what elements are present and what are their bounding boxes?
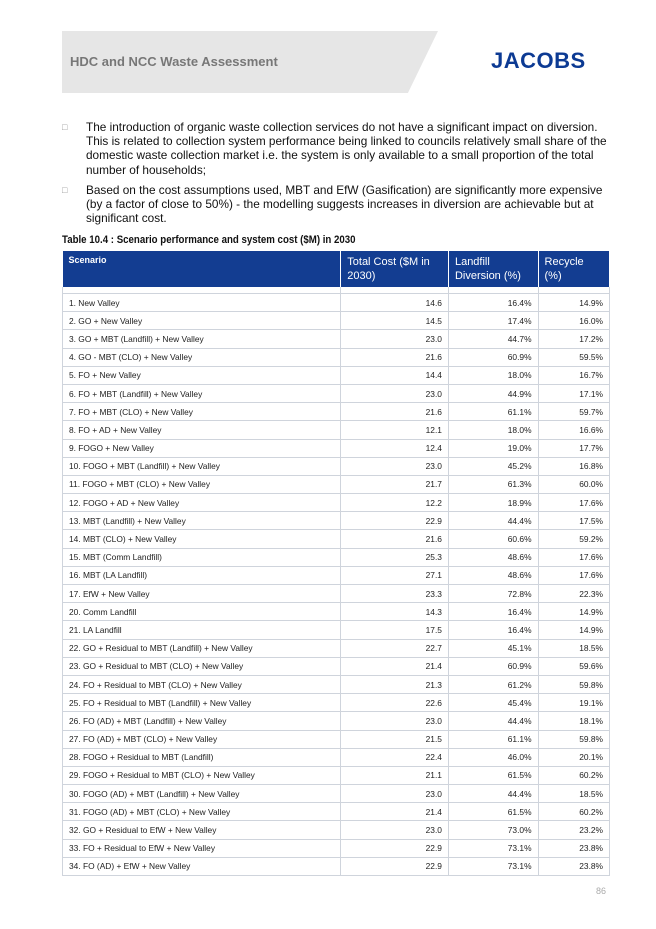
recycle-cell: 14.9%	[538, 621, 609, 639]
document-title: HDC and NCC Waste Assessment	[70, 54, 278, 69]
recycle-cell: 59.2%	[538, 530, 609, 548]
scenario-cell: 30. FOGO (AD) + MBT (Landfill) + New Valley	[63, 785, 341, 803]
scenario-cell: 6. FO + MBT (Landfill) + New Valley	[63, 384, 341, 402]
landfill-diversion-cell: 60.9%	[448, 657, 538, 675]
scenario-cell: 27. FO (AD) + MBT (CLO) + New Valley	[63, 730, 341, 748]
recycle-cell: 59.6%	[538, 657, 609, 675]
scenario-cell: 25. FO + Residual to MBT (Landfill) + New Valley	[63, 694, 341, 712]
total-cost-cell: 23.0	[341, 821, 449, 839]
scenario-cell: 14. MBT (CLO) + New Valley	[63, 530, 341, 548]
recycle-cell: 23.8%	[538, 839, 609, 857]
landfill-diversion-cell: 60.9%	[448, 348, 538, 366]
landfill-diversion-cell: 45.1%	[448, 639, 538, 657]
scenario-cell: 11. FOGO + MBT (CLO) + New Valley	[63, 475, 341, 493]
column-header-total-cost: Total Cost ($M in 2030)	[341, 251, 449, 287]
scenario-cell: 21. LA Landfill	[63, 621, 341, 639]
recycle-cell: 18.5%	[538, 639, 609, 657]
total-cost-cell: 23.3	[341, 585, 449, 603]
scenario-cell: 2. GO + New Valley	[63, 312, 341, 330]
landfill-diversion-cell: 18.0%	[448, 366, 538, 384]
recycle-cell: 16.7%	[538, 366, 609, 384]
scenario-table	[62, 251, 610, 876]
recycle-cell: 17.6%	[538, 548, 609, 566]
recycle-cell: 16.0%	[538, 312, 609, 330]
scenario-cell: 3. GO + MBT (Landfill) + New Valley	[63, 330, 341, 348]
bullet-list	[62, 120, 610, 231]
scenario-cell: 20. Comm Landfill	[63, 603, 341, 621]
table-row	[63, 421, 610, 439]
landfill-diversion-cell: 73.1%	[448, 857, 538, 875]
total-cost-cell: 14.6	[341, 294, 449, 312]
table-row	[63, 639, 610, 657]
scenario-cell: 29. FOGO + Residual to MBT (CLO) + New Valley	[63, 766, 341, 784]
scenario-cell: 22. GO + Residual to MBT (Landfill) + New Valley	[63, 639, 341, 657]
table-row	[63, 475, 610, 493]
landfill-diversion-cell: 16.4%	[448, 294, 538, 312]
total-cost-cell: 23.0	[341, 330, 449, 348]
total-cost-cell: 22.9	[341, 839, 449, 857]
landfill-diversion-cell: 61.3%	[448, 475, 538, 493]
scenario-cell: 24. FO + Residual to MBT (CLO) + New Valley	[63, 675, 341, 693]
table-row	[63, 403, 610, 421]
scenario-cell: 17. EfW + New Valley	[63, 585, 341, 603]
table-row	[63, 694, 610, 712]
scenario-cell: 4. GO - MBT (CLO) + New Valley	[63, 348, 341, 366]
total-cost-cell: 21.7	[341, 475, 449, 493]
table-row	[63, 839, 610, 857]
table-row	[63, 494, 610, 512]
recycle-cell: 14.9%	[538, 294, 609, 312]
scenario-cell: 9. FOGO + New Valley	[63, 439, 341, 457]
table-row	[63, 512, 610, 530]
scenario-cell: 15. MBT (Comm Landfill)	[63, 548, 341, 566]
landfill-diversion-cell: 61.1%	[448, 730, 538, 748]
recycle-cell: 17.6%	[538, 566, 609, 584]
table-header-row	[63, 251, 610, 287]
landfill-diversion-cell: 44.4%	[448, 712, 538, 730]
recycle-cell: 14.9%	[538, 603, 609, 621]
table-row	[63, 748, 610, 766]
landfill-diversion-cell: 17.4%	[448, 312, 538, 330]
recycle-cell: 17.2%	[538, 330, 609, 348]
landfill-diversion-cell: 61.2%	[448, 675, 538, 693]
recycle-cell: 18.5%	[538, 785, 609, 803]
recycle-cell: 18.1%	[538, 712, 609, 730]
table-row	[63, 803, 610, 821]
column-header-scenario: Scenario	[63, 251, 341, 287]
table-row	[63, 730, 610, 748]
table-row	[63, 548, 610, 566]
total-cost-cell: 22.6	[341, 694, 449, 712]
landfill-diversion-cell: 18.9%	[448, 494, 538, 512]
total-cost-cell: 14.3	[341, 603, 449, 621]
total-cost-cell: 14.4	[341, 366, 449, 384]
table-row	[63, 330, 610, 348]
landfill-diversion-cell: 44.4%	[448, 785, 538, 803]
total-cost-cell: 12.2	[341, 494, 449, 512]
total-cost-cell: 22.4	[341, 748, 449, 766]
total-cost-cell: 23.0	[341, 457, 449, 475]
total-cost-cell: 22.9	[341, 857, 449, 875]
total-cost-cell: 21.5	[341, 730, 449, 748]
landfill-diversion-cell: 61.5%	[448, 766, 538, 784]
landfill-diversion-cell: 44.7%	[448, 330, 538, 348]
landfill-diversion-cell: 16.4%	[448, 603, 538, 621]
recycle-cell: 17.6%	[538, 494, 609, 512]
recycle-cell: 19.1%	[538, 694, 609, 712]
table-row	[63, 766, 610, 784]
recycle-cell: 17.1%	[538, 384, 609, 402]
recycle-cell: 20.1%	[538, 748, 609, 766]
landfill-diversion-cell: 44.4%	[448, 512, 538, 530]
total-cost-cell: 23.0	[341, 384, 449, 402]
table-row	[63, 821, 610, 839]
total-cost-cell: 23.0	[341, 712, 449, 730]
table-row	[63, 712, 610, 730]
table-row	[63, 312, 610, 330]
scenario-cell: 31. FOGO (AD) + MBT (CLO) + New Valley	[63, 803, 341, 821]
recycle-cell: 23.2%	[538, 821, 609, 839]
landfill-diversion-cell: 60.6%	[448, 530, 538, 548]
landfill-diversion-cell: 45.4%	[448, 694, 538, 712]
scenario-cell: 5. FO + New Valley	[63, 366, 341, 384]
table-row	[63, 294, 610, 312]
landfill-diversion-cell: 61.1%	[448, 403, 538, 421]
total-cost-cell: 21.4	[341, 657, 449, 675]
bullet-marker-icon: □	[62, 184, 68, 195]
table-row	[63, 366, 610, 384]
total-cost-cell: 21.4	[341, 803, 449, 821]
scenario-cell: 1. New Valley	[63, 294, 341, 312]
landfill-diversion-cell: 16.4%	[448, 621, 538, 639]
table-row	[63, 530, 610, 548]
recycle-cell: 23.8%	[538, 857, 609, 875]
scenario-cell: 10. FOGO + MBT (Landfill) + New Valley	[63, 457, 341, 475]
total-cost-cell: 12.1	[341, 421, 449, 439]
total-cost-cell: 22.9	[341, 512, 449, 530]
scenario-cell: 26. FO (AD) + MBT (Landfill) + New Valley	[63, 712, 341, 730]
bullet-text: The introduction of organic waste collection services do not have a significant impact on diversion. This is related to collection system performance being linked to councils relatively small share of the domestic waste collection market i.e. the system is only available to a small proportion of the total number of households;	[86, 120, 607, 177]
scenario-cell: 32. GO + Residual to EfW + New Valley	[63, 821, 341, 839]
scenario-cell: 16. MBT (LA Landfill)	[63, 566, 341, 584]
table-row	[63, 585, 610, 603]
page-number: 86	[596, 886, 607, 896]
table-row	[63, 621, 610, 639]
total-cost-cell: 23.0	[341, 785, 449, 803]
scenario-cell: 28. FOGO + Residual to MBT (Landfill)	[63, 748, 341, 766]
landfill-diversion-cell: 18.0%	[448, 421, 538, 439]
table-row	[63, 566, 610, 584]
column-header-recycle: Recycle (%)	[538, 251, 609, 287]
recycle-cell: 59.5%	[538, 348, 609, 366]
bullet-marker-icon: □	[62, 122, 68, 132]
landfill-diversion-cell: 73.1%	[448, 839, 538, 857]
scenario-cell: 34. FO (AD) + EfW + New Valley	[63, 857, 341, 875]
scenario-cell: 7. FO + MBT (CLO) + New Valley	[63, 403, 341, 421]
total-cost-cell: 21.1	[341, 766, 449, 784]
total-cost-cell: 17.5	[341, 621, 449, 639]
jacobs-logo: JACOBS	[491, 48, 586, 73]
bullet-item	[62, 120, 610, 177]
landfill-diversion-cell: 45.2%	[448, 457, 538, 475]
table-row	[63, 457, 610, 475]
table-row	[63, 785, 610, 803]
recycle-cell: 22.3%	[538, 585, 609, 603]
table-row	[63, 603, 610, 621]
recycle-cell: 59.8%	[538, 675, 609, 693]
table-body	[63, 287, 610, 876]
bullet-text: Based on the cost assumptions used, MBT and EfW (Gasification) are significantly more expensive (by a factor of close to 50%) - the modelling suggests increases in diversion are achievable but at significant cost.	[86, 182, 603, 226]
total-cost-cell: 27.1	[341, 566, 449, 584]
table-caption: Table 10.4 : Scenario performance and system cost ($M) in 2030	[62, 234, 356, 246]
table-row	[63, 348, 610, 366]
total-cost-cell: 14.5	[341, 312, 449, 330]
scenario-cell: 23. GO + Residual to MBT (CLO) + New Valley	[63, 657, 341, 675]
table-row	[63, 439, 610, 457]
total-cost-cell: 25.3	[341, 548, 449, 566]
recycle-cell: 16.6%	[538, 421, 609, 439]
column-header-landfill-diversion: Landfill Diversion (%)	[448, 251, 538, 287]
table-row	[63, 384, 610, 402]
total-cost-cell: 21.3	[341, 675, 449, 693]
landfill-diversion-cell: 48.6%	[448, 566, 538, 584]
recycle-cell: 17.5%	[538, 512, 609, 530]
landfill-diversion-cell: 73.0%	[448, 821, 538, 839]
recycle-cell: 60.2%	[538, 803, 609, 821]
table-row	[63, 657, 610, 675]
total-cost-cell: 21.6	[341, 403, 449, 421]
total-cost-cell: 22.7	[341, 639, 449, 657]
scenario-cell: 8. FO + AD + New Valley	[63, 421, 341, 439]
total-cost-cell: 21.6	[341, 530, 449, 548]
recycle-cell: 59.8%	[538, 730, 609, 748]
landfill-diversion-cell: 46.0%	[448, 748, 538, 766]
landfill-diversion-cell: 19.0%	[448, 439, 538, 457]
table-row	[63, 857, 610, 875]
recycle-cell: 59.7%	[538, 403, 609, 421]
landfill-diversion-cell: 44.9%	[448, 384, 538, 402]
landfill-diversion-cell: 72.8%	[448, 585, 538, 603]
total-cost-cell: 21.6	[341, 348, 449, 366]
table-row	[63, 675, 610, 693]
recycle-cell: 17.7%	[538, 439, 609, 457]
recycle-cell: 16.8%	[538, 457, 609, 475]
total-cost-cell: 12.4	[341, 439, 449, 457]
scenario-cell: 13. MBT (Landfill) + New Valley	[63, 512, 341, 530]
recycle-cell: 60.2%	[538, 766, 609, 784]
scenario-cell: 12. FOGO + AD + New Valley	[63, 494, 341, 512]
landfill-diversion-cell: 61.5%	[448, 803, 538, 821]
recycle-cell: 60.0%	[538, 475, 609, 493]
bullet-item	[62, 183, 610, 226]
scenario-cell: 33. FO + Residual to EfW + New Valley	[63, 839, 341, 857]
landfill-diversion-cell: 48.6%	[448, 548, 538, 566]
